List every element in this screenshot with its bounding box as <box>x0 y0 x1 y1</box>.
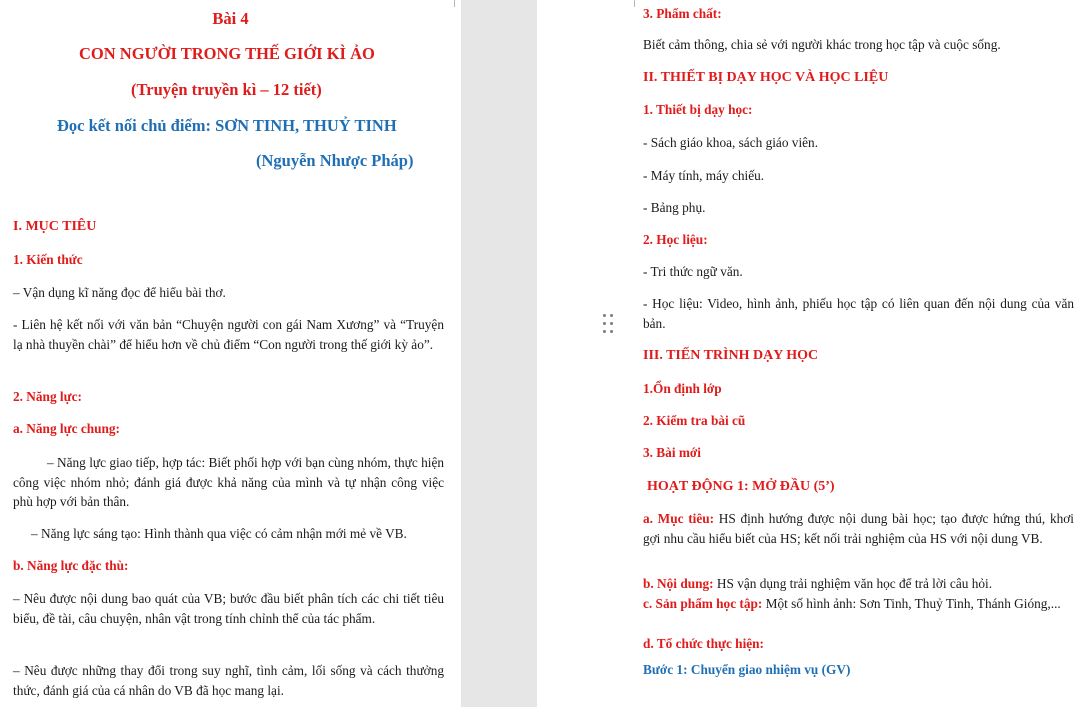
equipment-item-3: - Bảng phụ. <box>643 200 706 215</box>
general-competence-1: – Năng lực giao tiếp, hợp tác: Biết phối hợp với bạn cùng nhóm, thực hiện công việc nhóm nhỏ; đánh giá được khả năng của mình và tự nhận công việc phù hợp với bản thân. <box>13 455 444 509</box>
content-label: b. Nội dung: <box>643 576 714 591</box>
section-heading-procedure: III. TIẾN TRÌNH DẠY HỌC <box>643 348 819 363</box>
step-1-heading: Bước 1: Chuyển giao nhiệm vụ (GV) <box>643 662 851 677</box>
product-label: c. Sản phẩm học tập: <box>643 596 763 611</box>
author: (Nguyễn Nhược Pháp) <box>256 151 414 170</box>
materials-item-1: - Tri thức ngữ văn. <box>643 264 743 279</box>
page-corner-mark <box>627 0 635 7</box>
equipment-item-2: - Máy tính, máy chiếu. <box>643 168 765 183</box>
subheading-general-competence: a. Năng lực chung: <box>13 421 120 436</box>
activity-heading: HOẠT ĐỘNG 1: MỞ ĐẦU (5’) <box>647 479 835 494</box>
content-text: HS vận dụng trải nghiệm văn học để trả lời câu hỏi. <box>713 576 993 591</box>
general-competence-2: – Năng lực sáng tạo: Hình thành qua việc có cảm nhận mới mẻ về VB. <box>31 526 407 541</box>
materials-item-2: - Học liệu: Video, hình ảnh, phiếu học tập có liên quan đến nội dung của văn bản. <box>643 296 1074 331</box>
activity-organization: d. Tổ chức thực hiện: <box>643 636 764 651</box>
subheading-competence: 2. Năng lực: <box>13 389 82 404</box>
knowledge-item-2: - Liên hệ kết nối với văn bản “Chuyện người con gái Nam Xương” và “Truyện lạ nhà thuyền chài” để hiểu hơn về chủ điểm “Con người trong thế giới kỳ ảo”. <box>13 317 444 352</box>
subheading-specific-competence: b. Năng lực đặc thù: <box>13 558 129 573</box>
subheading-learning-materials: 2. Học liệu: <box>643 232 708 247</box>
document-page-left <box>0 0 461 707</box>
specific-competence-2: – Nêu được những thay đổi trong suy nghĩ, tình cảm, lối sống và cách thưởng thức, đánh giá của cá nhân do VB đã học mang lại. <box>13 663 444 698</box>
drag-handle-icon[interactable] <box>603 314 615 336</box>
knowledge-item-1: – Vận dụng kĩ năng đọc để hiểu bài thơ. <box>13 285 226 300</box>
objective-text: HS định hướng được nội dung bài học; tạo được hứng thú, khơi gợi nhu cầu hiểu biết của HS; kết nối trải nghiệm của HS với nội dung VB. <box>643 511 1074 546</box>
activity-product <box>643 594 1074 614</box>
equipment-item-1: - Sách giáo khoa, sách giáo viên. <box>643 135 819 150</box>
product-text: Một số hình ảnh: Sơn Tinh, Thuỷ Tinh, Thánh Gióng,... <box>762 596 1061 611</box>
activity-objective <box>643 509 1074 548</box>
lesson-number: Bài 4 <box>212 9 249 28</box>
section-heading-equipment: II. THIẾT BỊ DẠY HỌC VÀ HỌC LIỆU <box>643 70 889 85</box>
step-review: 2. Kiểm tra bài cũ <box>643 413 746 428</box>
activity-content <box>643 574 1074 594</box>
lesson-title: CON NGƯỜI TRONG THẾ GIỚI KÌ ẢO <box>79 44 375 63</box>
subheading-qualities: 3. Phẩm chất: <box>643 6 722 21</box>
reading-topic: Đọc kết nối chủ điểm: SƠN TINH, THUỶ TINH <box>57 116 397 135</box>
objective-label: a. Mục tiêu: <box>643 511 715 526</box>
step-class-stabilization: 1.Ổn định lớp <box>643 381 722 396</box>
page-corner-mark <box>454 0 461 7</box>
section-heading-objectives: I. MỤC TIÊU <box>13 219 97 234</box>
step-new-lesson: 3. Bài mới <box>643 445 701 460</box>
document-page-right <box>537 0 1086 707</box>
subheading-knowledge: 1. Kiến thức <box>13 252 83 267</box>
subheading-teaching-equipment: 1. Thiết bị dạy học: <box>643 102 753 117</box>
qualities-text: Biết cảm thông, chia sẻ với người khác trong học tập và cuộc sống. <box>643 37 1001 52</box>
specific-competence-1: – Nêu được nội dung bao quát của VB; bước đầu biết phân tích các chi tiết tiêu biểu, đề tài, câu chuyện, nhân vật trong tính chỉnh thể của tác phẩm. <box>13 591 444 626</box>
lesson-subtitle: (Truyện truyền kì – 12 tiết) <box>131 80 322 99</box>
